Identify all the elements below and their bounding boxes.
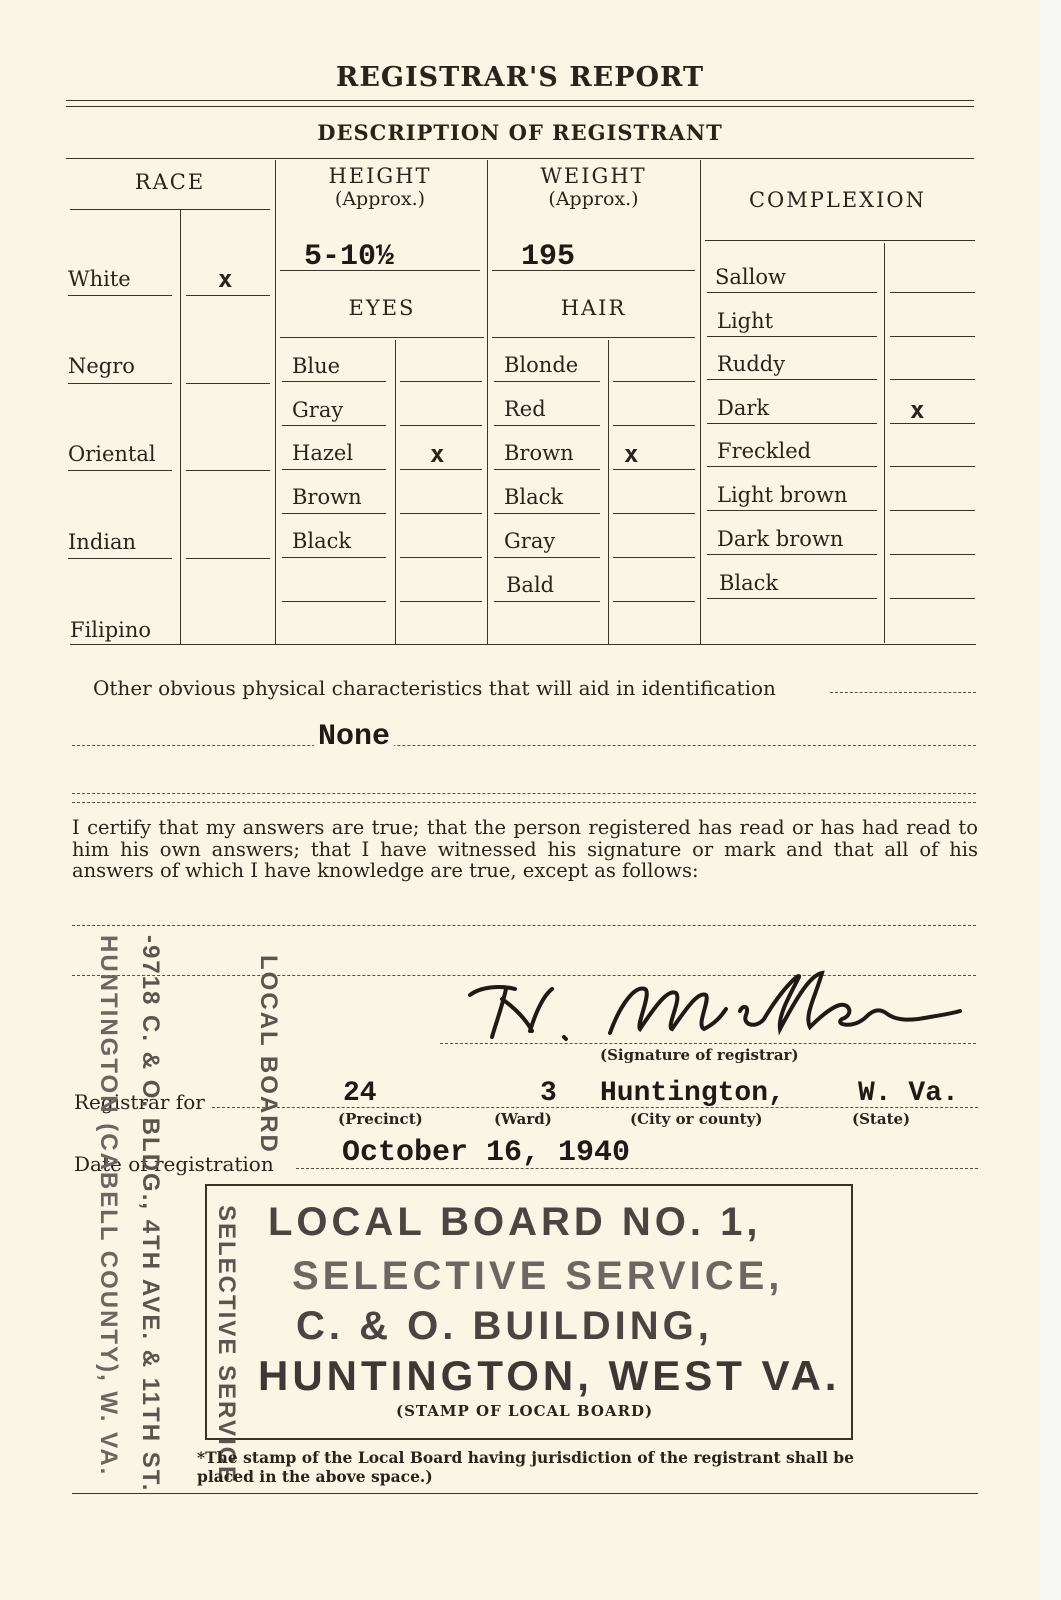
- hair-row-rule: [494, 601, 600, 602]
- complexion-check-rule: [890, 466, 975, 467]
- race-row-rule: [68, 558, 172, 559]
- height-header: HEIGHT: [328, 164, 432, 188]
- complexion-row-rule: [707, 466, 877, 467]
- stamp-caption: (STAMP OF LOCAL BOARD): [396, 1402, 654, 1420]
- race-option-filipino: Filipino: [70, 618, 152, 642]
- hair-option-brown: Brown: [504, 441, 574, 465]
- hair-check-rule: [613, 557, 695, 558]
- eyes-option-gray: Gray: [292, 398, 344, 422]
- eyes-row-rule: [282, 469, 386, 470]
- race-check-rule: [186, 383, 270, 384]
- complexion-option-freckled: Freckled: [717, 439, 812, 463]
- weight-approx: (Approx.): [548, 188, 639, 210]
- stamp-line-1: LOCAL BOARD NO. 1,: [268, 1200, 762, 1244]
- race-header: RACE: [134, 170, 206, 194]
- race-divider: [275, 160, 276, 644]
- state-value: W. Va.: [858, 1078, 959, 1109]
- other-characteristics-label: Other obvious physical characteristics that will aid in identification: [93, 676, 776, 700]
- complexion-row-rule: [707, 423, 877, 424]
- complexion-check-rule: [890, 336, 975, 337]
- registrar-signature: [460, 965, 970, 1055]
- hair-check-rule: [613, 601, 695, 602]
- hair-check-divider: [608, 340, 609, 644]
- eyes-row-rule: [282, 381, 386, 382]
- eyes-hazel-mark: x: [430, 440, 445, 468]
- complexion-check-rule: [890, 598, 975, 599]
- complexion-row-rule: [707, 336, 877, 337]
- eyes-row-rule: [282, 557, 386, 558]
- hair-header-rule: [492, 337, 695, 338]
- weight-value: 195: [521, 240, 576, 274]
- other-characteristics-value: None: [314, 720, 394, 754]
- race-option-negro: Negro: [68, 354, 135, 378]
- complexion-check-rule: [890, 292, 975, 293]
- race-row-rule: [68, 383, 172, 384]
- race-row-rule: [68, 470, 172, 471]
- precinct-value: 24: [343, 1078, 377, 1109]
- complexion-row-rule: [707, 379, 877, 380]
- stamp-footnote: *The stamp of the Local Board having jurisdiction of the registrant shall be placed in the above space.): [197, 1448, 854, 1486]
- blank-line: [72, 802, 976, 803]
- race-white-mark: x: [218, 265, 233, 293]
- complexion-row-rule: [707, 510, 877, 511]
- race-check-divider: [180, 210, 181, 644]
- hair-option-black: Black: [504, 485, 564, 509]
- hair-option-red: Red: [504, 397, 546, 421]
- eyes-row-rule: [282, 425, 386, 426]
- hair-row-rule: [494, 557, 600, 558]
- eyes-option-blue: Blue: [292, 354, 341, 378]
- title-rule-1: [66, 100, 974, 101]
- race-check-rule: [186, 558, 270, 559]
- complexion-option-dark: Dark: [717, 396, 770, 420]
- complexion-option-ruddy: Ruddy: [717, 352, 786, 376]
- height-weight-divider: [487, 160, 488, 644]
- date-of-registration-value: October 16, 1940: [342, 1136, 631, 1170]
- stamp-vertical-local-board: LOCAL BOARD: [255, 955, 282, 1154]
- hair-check-rule: [613, 513, 695, 514]
- date-of-registration-label: Date of registration: [74, 1152, 274, 1176]
- complexion-header: COMPLEXION: [748, 188, 927, 212]
- height-value: 5-10½: [304, 240, 395, 274]
- eyes-check-divider: [395, 340, 396, 644]
- complexion-row-rule: [707, 554, 877, 555]
- eyes-check-rule: [400, 513, 482, 514]
- signature-line: [440, 1043, 976, 1044]
- complexion-option-sallow: Sallow: [715, 265, 786, 289]
- eyes-option-brown: Brown: [292, 485, 362, 509]
- weight-complexion-divider: [700, 160, 701, 644]
- hair-check-rule: [613, 469, 695, 470]
- table-top-rule: [66, 158, 974, 159]
- complexion-check-rule: [890, 510, 975, 511]
- complexion-option-black: Black: [719, 571, 779, 595]
- eyes-check-rule: [400, 469, 482, 470]
- signature-stroke: [470, 987, 566, 1039]
- blank-line: [72, 793, 976, 794]
- height-value-rule: [280, 270, 480, 271]
- eyes-row-rule: [282, 601, 386, 602]
- other-characteristics-leader: [830, 692, 976, 693]
- city-label: (City or county): [630, 1110, 763, 1128]
- eyes-option-black: Black: [292, 529, 352, 553]
- title-rule-2: [66, 106, 974, 107]
- hair-check-rule: [613, 381, 695, 382]
- complexion-option-light-brown: Light brown: [717, 483, 848, 507]
- race-option-white: White: [68, 267, 131, 291]
- signature-caption: (Signature of registrar): [600, 1046, 799, 1064]
- table-bottom-rule: [70, 644, 976, 645]
- complexion-option-dark-brown: Dark brown: [717, 527, 844, 551]
- hair-option-blonde: Blonde: [504, 353, 579, 377]
- section-title: DESCRIPTION OF REGISTRANT: [317, 120, 723, 145]
- hair-option-bald: Bald: [506, 573, 555, 597]
- hair-check-rule: [613, 425, 695, 426]
- race-option-oriental: Oriental: [68, 442, 156, 466]
- race-row-rule: [68, 295, 172, 296]
- eyes-check-rule: [400, 381, 482, 382]
- complexion-check-rule: [890, 379, 975, 380]
- race-header-rule: [70, 209, 270, 210]
- bottom-rule: [72, 1493, 978, 1494]
- eyes-check-rule: [400, 601, 482, 602]
- signature-stroke: [610, 973, 960, 1033]
- eyes-header-rule: [280, 337, 484, 338]
- hair-row-rule: [494, 469, 600, 470]
- eyes-check-rule: [400, 557, 482, 558]
- hair-header: HAIR: [560, 296, 627, 320]
- eyes-option-hazel: Hazel: [292, 441, 354, 465]
- stamp-line-3: C. & O. BUILDING,: [296, 1304, 713, 1348]
- page-edge: [1040, 0, 1061, 1600]
- hair-brown-mark: x: [624, 440, 639, 468]
- precinct-label: (Precinct): [338, 1110, 423, 1128]
- weight-value-rule: [492, 270, 695, 271]
- race-option-indian: Indian: [68, 530, 137, 554]
- complexion-check-rule: [890, 423, 975, 424]
- stamp-vertical-selective-service: SELECTIVE SERVICE: [213, 1205, 240, 1484]
- registrar-for-label: Registrar for: [74, 1090, 205, 1114]
- hair-row-rule: [494, 513, 600, 514]
- stamp-vertical-address: -9718 C. & O. BLDG., 4TH AVE. & 11TH ST.: [137, 935, 164, 1493]
- eyes-check-rule: [400, 425, 482, 426]
- stamp-vertical-county: HUNTINGTON (CABELL COUNTY), W. VA.: [95, 935, 122, 1477]
- state-label: (State): [852, 1110, 911, 1128]
- ward-label: (Ward): [494, 1110, 552, 1128]
- ward-value: 3: [540, 1078, 557, 1109]
- hair-option-gray: Gray: [504, 529, 556, 553]
- race-check-rule: [186, 470, 270, 471]
- complexion-check-rule: [890, 554, 975, 555]
- complexion-dark-mark: x: [910, 396, 925, 424]
- city-value: Huntington,: [600, 1078, 785, 1109]
- complexion-row-rule: [707, 598, 877, 599]
- stamp-line-2: SELECTIVE SERVICE,: [292, 1254, 784, 1298]
- hair-row-rule: [494, 381, 600, 382]
- eyes-header: EYES: [348, 296, 416, 320]
- exceptions-line: [72, 925, 976, 926]
- complexion-check-divider: [884, 243, 885, 643]
- stamp-line-4: HUNTINGTON, WEST VA.: [258, 1352, 841, 1399]
- report-title: REGISTRAR'S REPORT: [335, 62, 705, 93]
- other-characteristics-line: [72, 745, 976, 746]
- hair-row-rule: [494, 425, 600, 426]
- complexion-row-rule: [707, 292, 877, 293]
- race-check-rule: [186, 295, 270, 296]
- height-approx: (Approx.): [334, 188, 426, 210]
- complexion-option-light: Light: [717, 309, 774, 333]
- eyes-row-rule: [282, 513, 386, 514]
- certification-text: I certify that my answers are true; that the person registered has read or has had read to him his own answers; that I have witnessed his signature or mark and that all of his answers of which I have knowledge are true, except as follows:: [72, 816, 978, 882]
- complexion-header-rule: [705, 240, 975, 241]
- weight-header: WEIGHT: [540, 164, 647, 188]
